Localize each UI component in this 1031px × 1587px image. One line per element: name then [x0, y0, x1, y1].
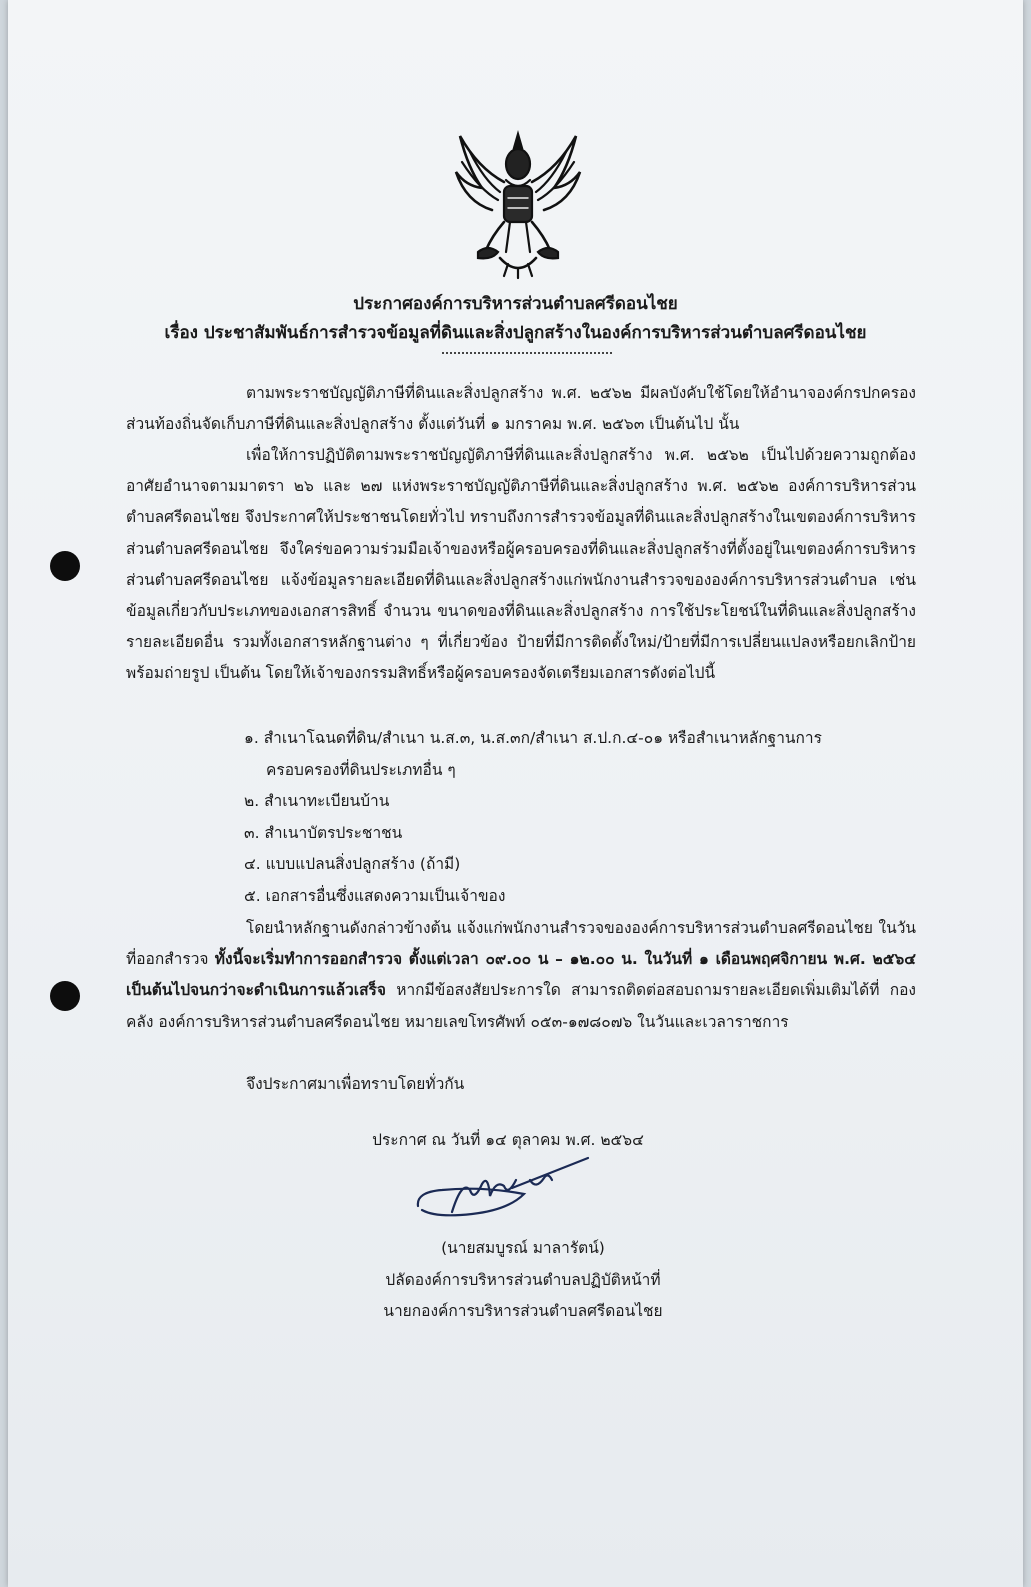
- closing-statement: จึงประกาศมาเพื่อทราบโดยทั่วกัน: [246, 1075, 465, 1093]
- signer-name: (นายสมบูรณ์ มาลารัตน์): [441, 1239, 605, 1257]
- required-documents-list: [244, 723, 884, 912]
- list-item: ครอบครองที่ดินประเภทอื่น ๆ: [266, 760, 456, 779]
- paragraph-3: [126, 913, 916, 1038]
- announcement-date: ประกาศ ณ วันที่ ๑๔ ตุลาคม พ.ศ. ๒๕๖๔: [372, 1131, 644, 1149]
- announcement-subject: เรื่อง ประชาสัมพันธ์การสำรวจข้อมูลที่ดินและสิ่งปลูกสร้างในองค์การบริหารส่วนตำบลศรีดอนไชย: [164, 323, 867, 343]
- document-page: [8, 0, 1023, 1587]
- list-item: ๓. สำเนาบัตรประชาชน: [244, 823, 403, 842]
- paragraph-1: ตามพระราชบัญญัติภาษีที่ดินและสิ่งปลูกสร้าง พ.ศ. ๒๕๖๒ มีผลบังคับใช้โดยให้อำนาจองค์กรปกครองส่วนท้องถิ่นจัดเก็บภาษีที่ดินและสิ่งปลูกสร้าง ตั้งแต่วันที่ ๑ มกราคม พ.ศ. ๒๕๖๓ เป็นต้นไป นั้น: [126, 384, 916, 434]
- paragraph-3-contact: หากมีข้อสงสัยประการใด สามารถติดต่อสอบถามรายละเอียดเพิ่มเติมได้ที่ กองคลัง องค์การบริหารส่วนตำบลศรีดอนไชย หมายเลขโทรศัพท์ ๐๕๓-๑๗๘๐๗๖ ในวันและเวลาราชการ: [126, 981, 916, 1031]
- paragraph-3-intro: โดยนำหลักฐานดังกล่าวข้างต้น แจ้งแก่พนักงานสำรวจขององค์การบริหารส่วนตำบลศรีดอนไชย ในวันที่ออกสำรวจ: [126, 919, 916, 969]
- dotted-divider: [442, 352, 612, 354]
- list-item: ๒. สำเนาทะเบียนบ้าน: [244, 792, 390, 810]
- punch-hole: [50, 551, 80, 581]
- announcement-title: ประกาศองค์การบริหารส่วนตำบลศรีดอนไชย: [353, 294, 678, 314]
- handwritten-signature: [412, 1150, 592, 1230]
- list-item: ๕. เอกสารอื่นซึ่งแสดงความเป็นเจ้าของ: [244, 886, 506, 905]
- survey-schedule: ทั้งนี้จะเริ่มทำการออกสำรวจ ตั้งแต่เวลา ๐๙.๐๐ น – ๑๒.๐๐ น. ในวันที่ ๑ เดือนพฤศจิกายน พ.ศ. ๒๕๖๔ เป็นต้นไปจนกว่าจะดำเนินการแล้วเสร็จ: [126, 950, 916, 1000]
- list-item: ๔. แบบแปลนสิ่งปลูกสร้าง (ถ้ามี): [244, 855, 461, 873]
- punch-hole: [50, 981, 80, 1011]
- signer-position-1: ปลัดองค์การบริหารส่วนตำบลปฏิบัติหน้าที่: [385, 1271, 661, 1289]
- garuda-emblem-icon: [448, 128, 588, 280]
- paragraph-2: เพื่อให้การปฏิบัติตามพระราชบัญญัติภาษีที่ดินและสิ่งปลูกสร้าง พ.ศ. ๒๕๖๒ เป็นไปด้วยความถูกต้อง อาศัยอำนาจตามมาตรา ๒๖ และ ๒๗ แห่งพระราชบัญญัติภาษีที่ดินและสิ่งปลูกสร้าง พ.ศ. ๒๕๖๒ องค์การบริหารส่วนตำบลศรีดอนไชย จึงประกาศให้ประชาชนโดยทั่วไป ทราบถึงการสำรวจข้อมูลที่ดินและสิ่งปลูกสร้างในเขตองค์การบริหารส่วนตำบลศรีดอนไชย จึงใคร่ขอความร่วมมือเจ้าของหรือผู้ครอบครองที่ดินและสิ่งปลูกสร้างที่ตั้งอยู่ในเขตองค์การบริหารส่วนตำบลศรีดอนไชย แจ้งข้อมูลรายละเอียดที่ดินและสิ่งปลูกสร้างแก่พนักงานสำรวจขององค์การบริหารส่วนตำบล เช่น ข้อมูลเกี่ยวกับประเภทของเอกสารสิทธิ์ จำนวน ขนาดของที่ดินและสิ่งปลูกสร้าง การใช้ประโยชน์ในที่ดินและสิ่งปลูกสร้าง รายละเอียดอื่น รวมทั้งเอกสารหลักฐานต่าง ๆ ที่เกี่ยวข้อง ป้ายที่มีการติดตั้งใหม่/ป้ายที่มีการเปลี่ยนแปลงหรือยกเลิกป้ายพร้อมถ่ายรูป เป็นต้น โดยให้เจ้าของกรรมสิทธิ์หรือผู้ครอบครองจัดเตรียมเอกสารดังต่อไปนี้: [126, 446, 916, 683]
- signer-position-2: นายกองค์การบริหารส่วนตำบลศรีดอนไชย: [383, 1302, 663, 1320]
- list-item: ๑. สำเนาโฉนดที่ดิน/สำเนา น.ส.๓, น.ส.๓ก/สำเนา ส.ป.ก.๔-๐๑ หรือสำเนาหลักฐานการ: [244, 729, 822, 747]
